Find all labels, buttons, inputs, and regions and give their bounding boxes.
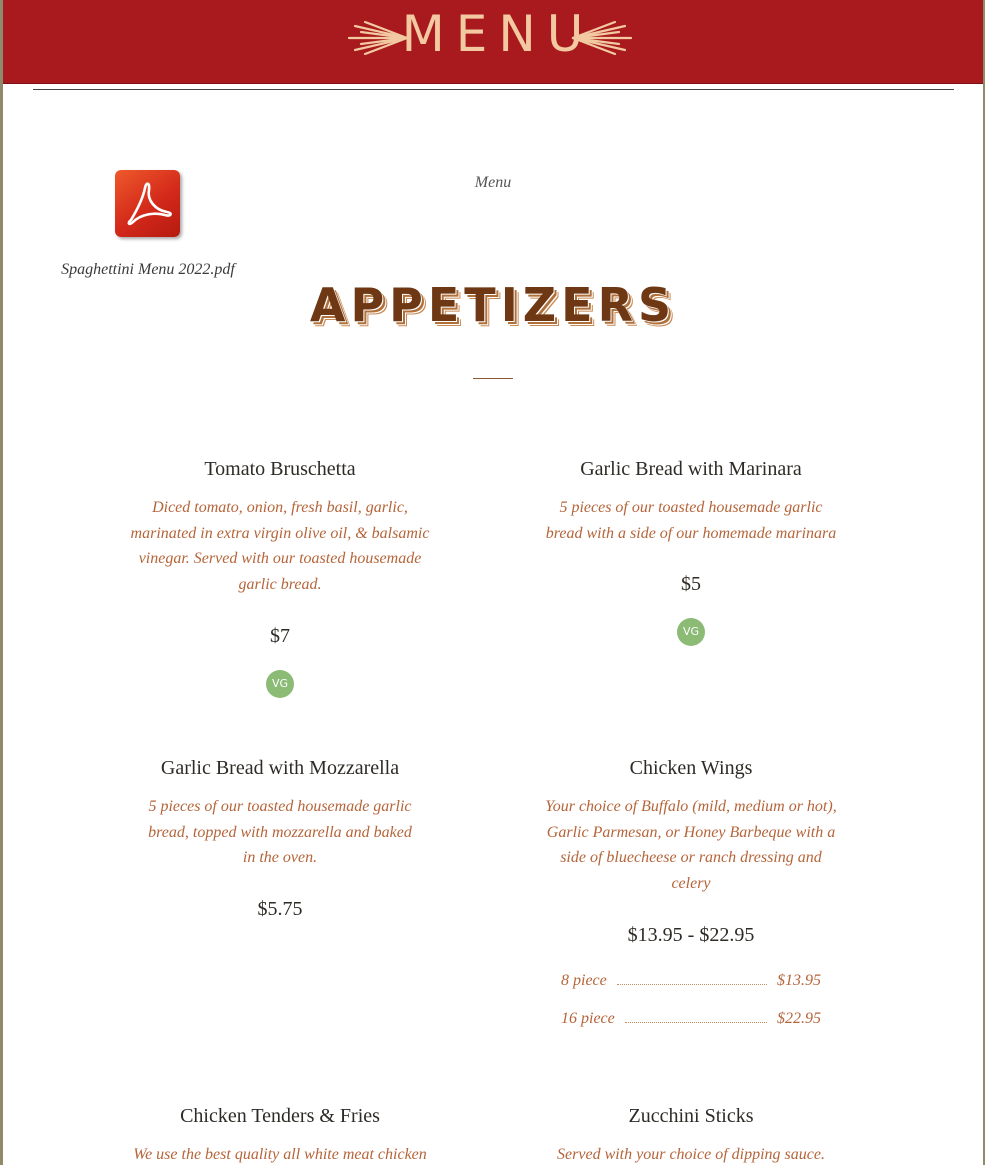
item-description: Diced tomato, onion, fresh basil, garlic, marinated in extra virgin olive oil, & balsamic vinegar. Served with our toasted housemade garlic bread. (130, 499, 430, 594)
item-description: 5 pieces of our toasted housemade garlic bread with a side of our homemade marinara (545, 499, 837, 542)
menu-item (531, 457, 851, 646)
header-divider (33, 89, 954, 90)
vegetarian-badge: VG (266, 670, 294, 698)
menu-item (531, 1104, 851, 1165)
dotted-leader (617, 971, 767, 985)
item-name: Chicken Wings (629, 757, 753, 779)
item-name: Garlic Bread with Mozzarella (160, 757, 400, 779)
item-description: 5 pieces of our toasted housemade garlic bread, topped with mozzarella and baked in the oven. (148, 798, 412, 867)
item-description: Your choice of Buffalo (mild, medium or hot), Garlic Parmesan, or Honey Barbeque with a side of bluecheese or ranch dressing and celery (545, 798, 837, 893)
item-description: We use the best quality all white meat chicken (133, 1146, 427, 1163)
item-price: $13.95 - $22.95 (627, 923, 755, 946)
vegetarian-badge: VG (677, 618, 705, 646)
menu-item (120, 457, 440, 698)
pdf-icon[interactable] (115, 170, 180, 237)
item-description: Served with your choice of dipping sauce. (557, 1146, 825, 1163)
item-name: Tomato Bruschetta (204, 458, 356, 480)
item-name: Chicken Tenders & Fries (180, 1105, 380, 1127)
variant-label: 8 piece (561, 971, 607, 989)
section-title: APPETIZERS (309, 278, 677, 332)
price-variant-row (561, 969, 821, 992)
site-header (3, 0, 983, 84)
section-divider (473, 378, 513, 379)
acrobat-logo-icon (115, 170, 180, 237)
variant-price: $13.95 (777, 971, 821, 989)
item-name: Zucchini Sticks (628, 1105, 754, 1127)
menu-page (3, 0, 983, 1165)
variant-label: 16 piece (561, 1009, 615, 1027)
item-name: Garlic Bread with Marinara (580, 458, 802, 480)
item-price: $5 (681, 573, 701, 596)
menu-item (531, 756, 851, 1045)
pdf-file-link[interactable]: Spaghettini Menu 2022.pdf (61, 261, 235, 278)
item-price: $5.75 (257, 898, 303, 921)
menu-item (120, 756, 440, 921)
item-price: $7 (270, 624, 290, 647)
menu-item (120, 1104, 440, 1165)
header-title: MENU (401, 5, 595, 63)
price-variant-row (561, 1007, 821, 1030)
right-wheat-ornament-icon (571, 21, 635, 55)
menu-link[interactable]: Menu (474, 174, 512, 191)
dotted-leader (625, 1009, 767, 1023)
variant-price: $22.95 (777, 1009, 821, 1027)
price-variants (531, 969, 851, 1030)
